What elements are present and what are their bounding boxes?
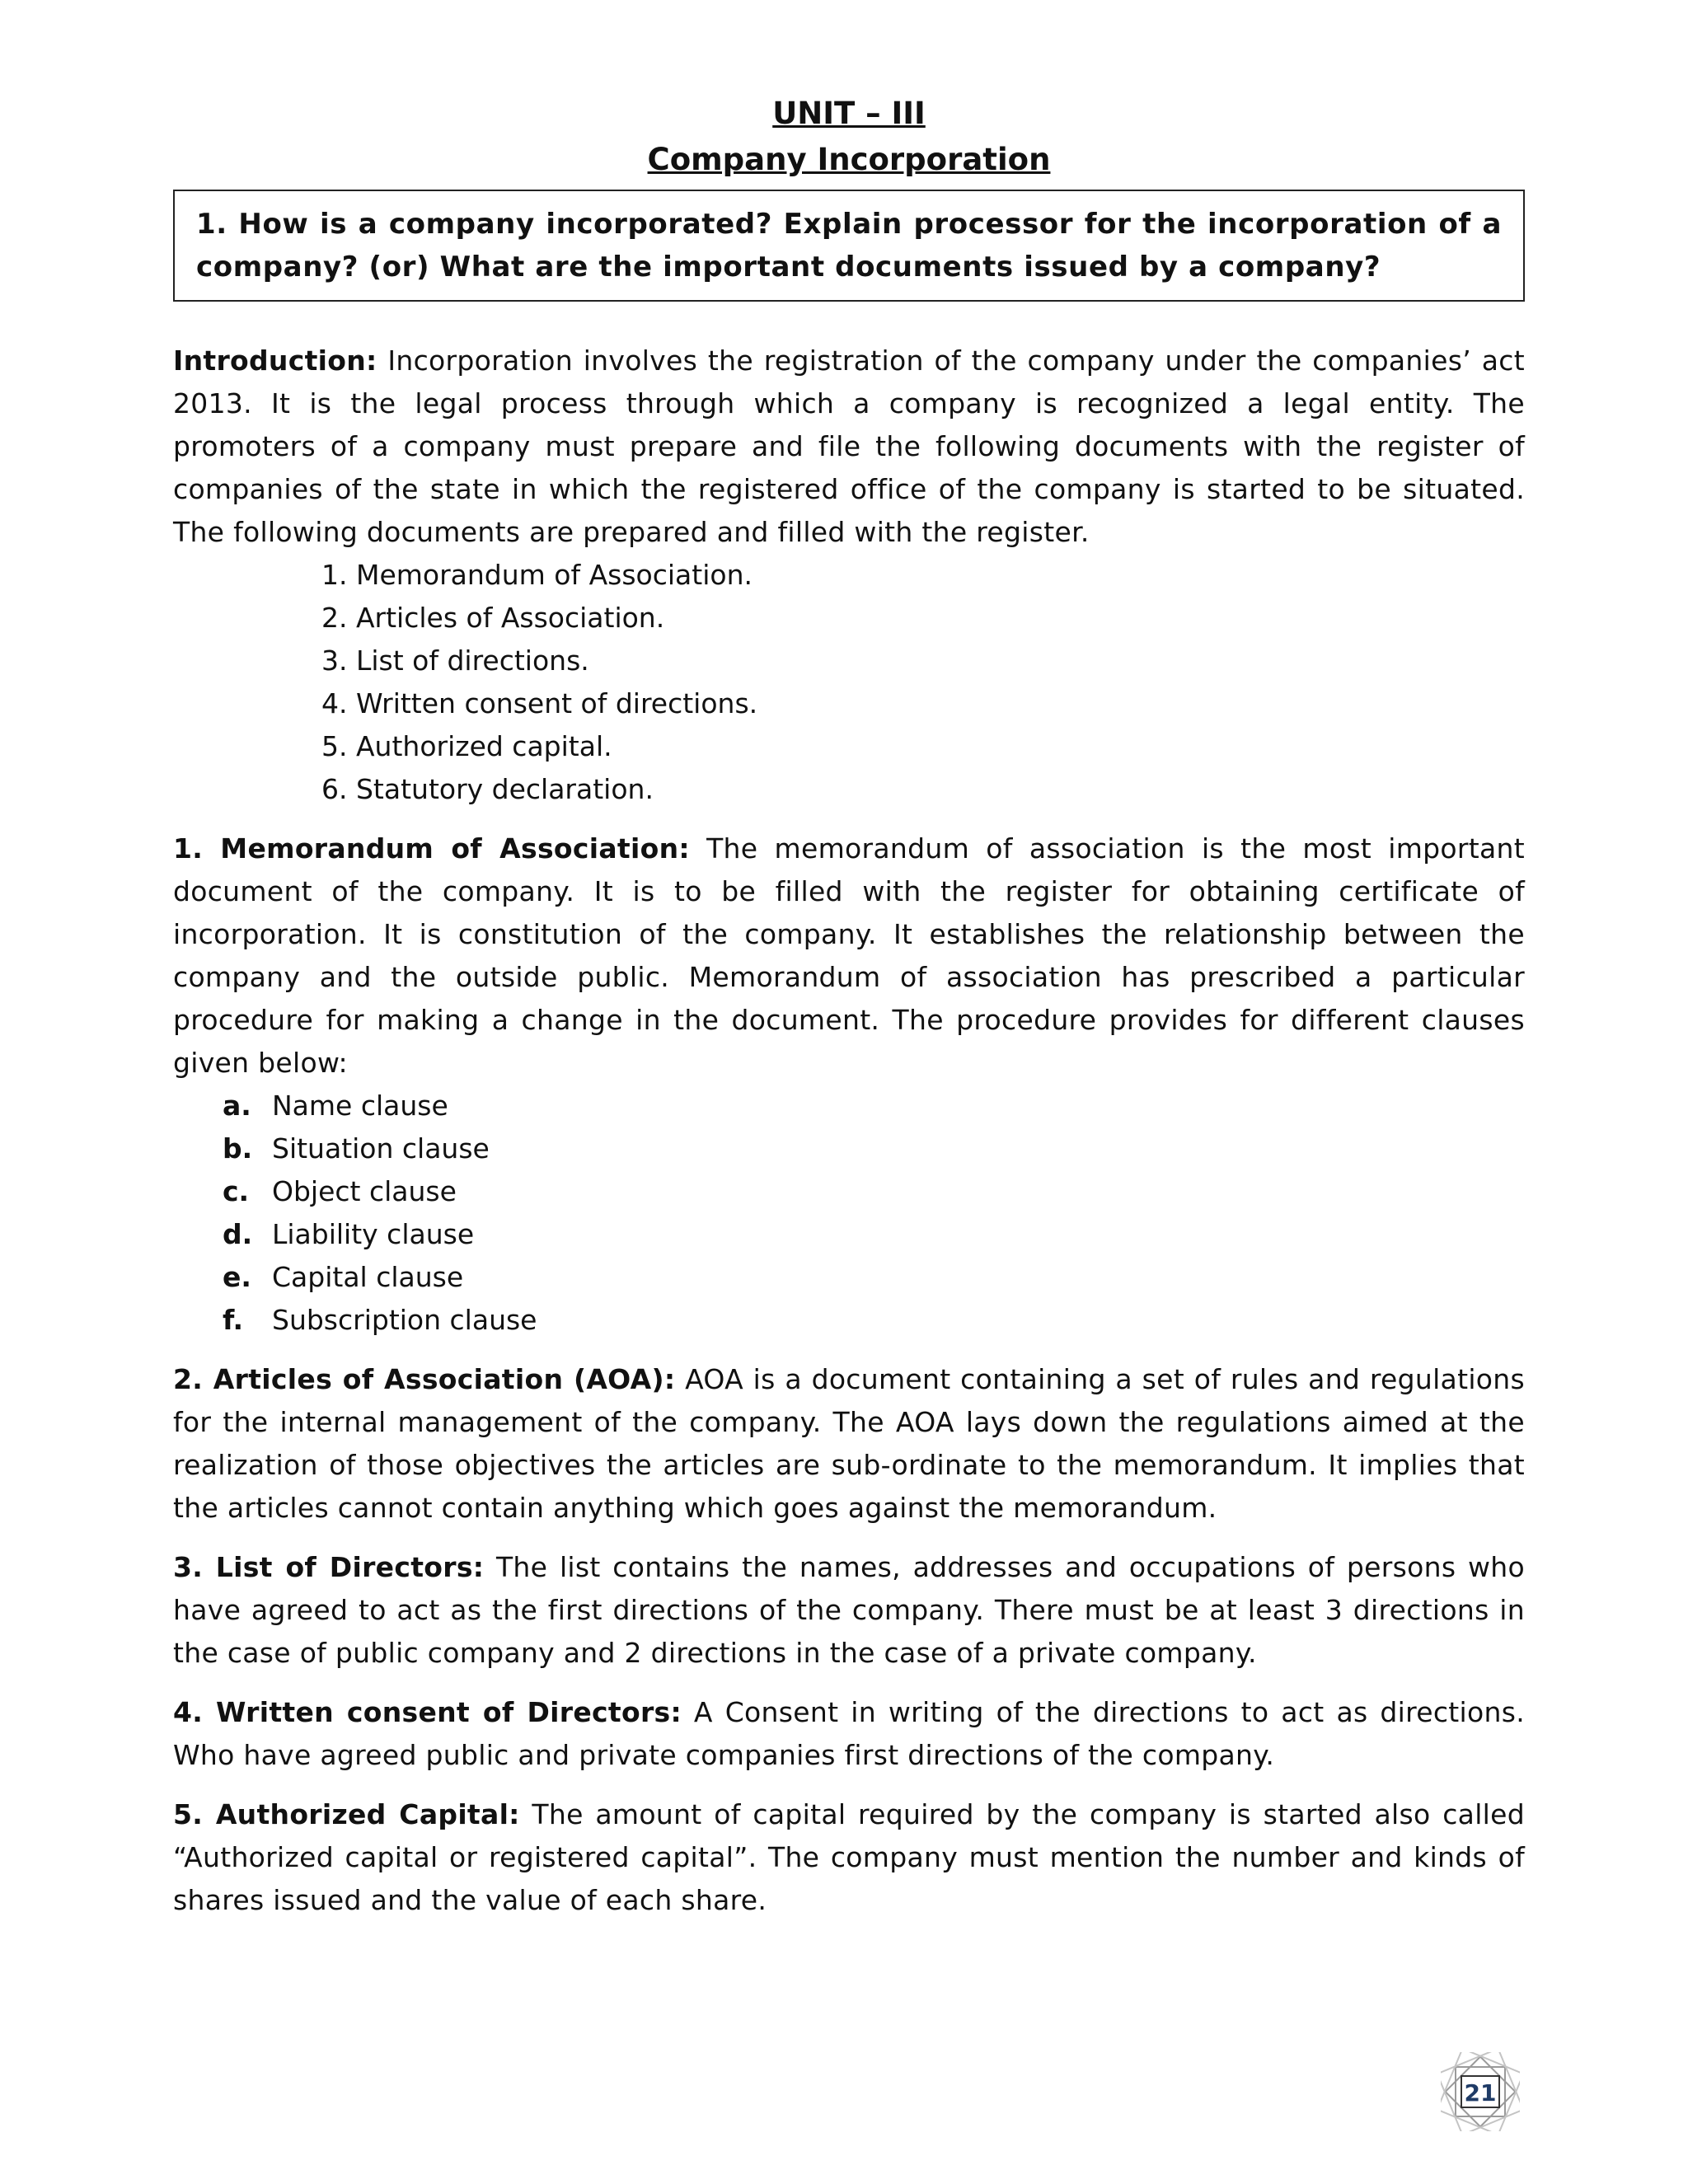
memorandum-text: The memorandum of association is the most important document of the company. It is to be filled with the register for obtaining certificate of incorporation. It is constitution of the company. It establishes the relationship between the company and the outside public. Memorandum of association has prescribed a particular procedure for making a change in the document. The procedure provides for different clauses given below: [173, 832, 1525, 1079]
documents-list [173, 554, 1525, 811]
list-item: 6. Statutory declaration. [321, 773, 654, 805]
clause-label: Situation clause [272, 1132, 490, 1165]
clause-label: Name clause [272, 1090, 448, 1122]
consent-paragraph [173, 1691, 1525, 1777]
capital-paragraph [173, 1793, 1525, 1922]
page-number-badge [1441, 2052, 1520, 2131]
articles-lead: 2. Articles of Association (AOA): [173, 1363, 676, 1395]
clause-marker: c. [223, 1175, 250, 1207]
clause-label: Capital clause [272, 1261, 464, 1293]
capital-text: The amount of capital required by the company is started also called “Authorized capital or registered capital”. The company must mention the number and kinds of shares issued and the value of each share. [173, 1798, 1525, 1916]
list-item: 3. List of directions. [321, 644, 589, 677]
list-item [223, 1170, 1525, 1213]
list-item [223, 1299, 1525, 1342]
consent-lead: 4. Written consent of Directors: [173, 1696, 682, 1728]
introduction-paragraph [173, 340, 1525, 554]
directors-text: The list contains the names, addresses and occupations of persons who have agreed to act as the first directions of the company. There must be at least 3 directions in the case of public company and 2 directions in the case of a private company. [173, 1551, 1526, 1669]
consent-text: A Consent in writing of the directions to act as directions. Who have agreed public and private companies first directions of the company. [173, 1696, 1525, 1771]
list-item [223, 1256, 1525, 1299]
document-page [173, 91, 1525, 1922]
list-item [223, 1127, 1525, 1170]
clause-label: Object clause [272, 1175, 457, 1207]
clause-label: Subscription clause [272, 1304, 537, 1336]
list-item [223, 1085, 1525, 1127]
unit-heading: UNIT – III [772, 96, 926, 131]
list-item: 2. Articles of Association. [321, 602, 665, 634]
capital-lead: 5. Authorized Capital: [173, 1798, 520, 1830]
clause-marker: b. [223, 1132, 253, 1165]
directors-paragraph [173, 1546, 1525, 1675]
list-item: 1. Memorandum of Association. [321, 559, 753, 591]
memorandum-lead: 1. Memorandum of Association: [173, 832, 690, 865]
articles-text: AOA is a document containing a set of rules and regulations for the internal management of the company. The AOA lays down the regulations aimed at the realization of those objectives the articles are sub-ordinate to the memorandum. It implies that the articles cannot contain anything which goes against the memorandum. [173, 1363, 1525, 1524]
chapter-heading: Company Incorporation [647, 142, 1051, 177]
clause-marker: e. [223, 1261, 251, 1293]
list-item [223, 1213, 1525, 1256]
directors-lead: 3. List of Directors: [173, 1551, 485, 1583]
introduction-text: Incorporation involves the registration of the company under the companies’ act 2013. It is the legal process through which a company is recognized a legal entity. The promoters of a company must prepare and file the following documents with the register of companies of the state in which the registered office of the company is started to be situated. The following documents are prepared and filled with the register. [173, 344, 1525, 548]
introduction-lead: Introduction: [173, 344, 377, 377]
list-item: 5. Authorized capital. [321, 730, 612, 762]
clause-marker: f. [223, 1304, 244, 1336]
question-box: 1. How is a company incorporated? Explain processor for the incorporation of a company? (or) What are the important documents issued by a company? [173, 190, 1525, 302]
articles-paragraph [173, 1358, 1525, 1530]
clause-marker: d. [223, 1218, 253, 1250]
clause-marker: a. [223, 1090, 251, 1122]
memorandum-paragraph [173, 827, 1525, 1085]
page-number: 21 [1461, 2075, 1500, 2108]
list-item: 4. Written consent of directions. [321, 687, 758, 719]
clauses-list [173, 1085, 1525, 1342]
clause-label: Liability clause [272, 1218, 475, 1250]
